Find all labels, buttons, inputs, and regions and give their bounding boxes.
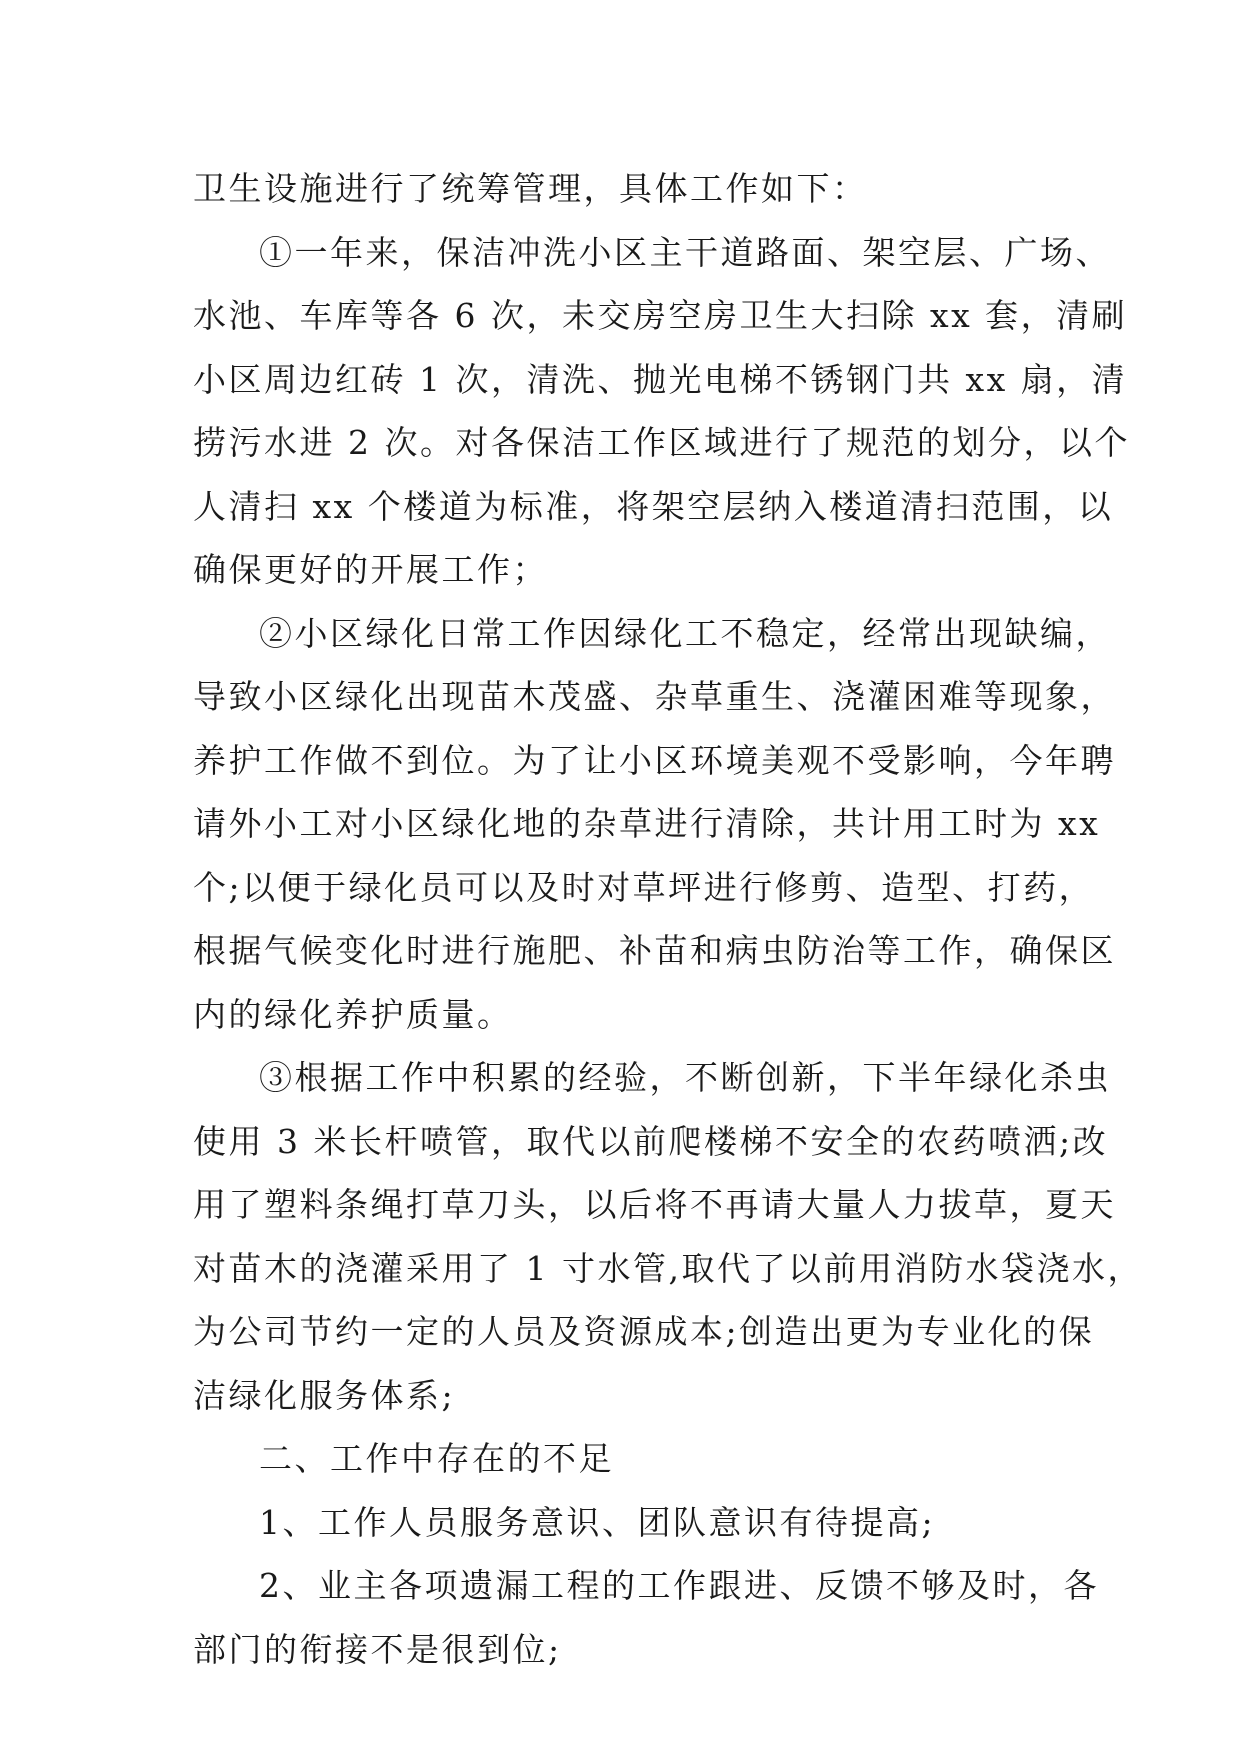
text-line: 洁绿化服务体系; [193, 1375, 456, 1415]
text-line: 导致小区绿化出现苗木茂盛、杂草重生、浇灌困难等现象， [193, 677, 1116, 716]
text-line: 捞污水进 2 次。对各保洁工作区域进行了规范的划分，以个 [193, 423, 1130, 462]
paragraph-intro [193, 157, 1073, 221]
text-line: 确保更好的开展工作； [193, 550, 548, 589]
text-line: 为公司节约一定的人员及资源成本;创造出更为专业化的保 [193, 1312, 1095, 1351]
text-line: 养护工作做不到位。为了让小区环境美观不受影响，今年聘 [193, 740, 1116, 780]
text-line: 卫生设施进行了统筹管理，具体工作如下： [193, 169, 868, 208]
text-line: 使用 3 米长杆喷管，取代以前爬楼梯不安全的农药喷洒;改 [193, 1121, 1109, 1161]
text-line: 个;以便于绿化员可以及时对草坪进行修剪、造型、打药， [193, 867, 1095, 907]
text-line: ③根据工作中积累的经验，不断创新，下半年绿化杀虫 [259, 1058, 1111, 1097]
section-heading-shortcomings [193, 1427, 1073, 1491]
text-line: 请外小工对小区绿化地的杂草进行清除，共计用工时为 xx [193, 804, 1101, 843]
text-line: 2、业主各项遗漏工程的工作跟进、反馈不够及时，各 [259, 1566, 1099, 1605]
text-line: ①一年来，保洁冲洗小区主干道路面、架空层、广场、 [259, 232, 1111, 272]
paragraph-item-1 [193, 221, 1130, 602]
paragraph-shortcoming-1 [193, 1491, 1073, 1555]
text-line: 1、工作人员服务意识、团队意识有待提高; [259, 1502, 936, 1542]
paragraph-item-3 [193, 1046, 1143, 1427]
text-line: ②小区绿化日常工作因绿化工不稳定，经常出现缺编， [259, 613, 1111, 653]
paragraph-item-2 [193, 602, 1116, 1047]
text-line: 人清扫 xx 个楼道为标准，将架空层纳入楼道清扫范围，以 [193, 486, 1114, 526]
text-line: 二、工作中存在的不足 [259, 1439, 614, 1478]
text-line: 小区周边红砖 1 次，清洗、抛光电梯不锈钢门共 xx 扇，清 [193, 359, 1128, 399]
text-line: 水池、车库等各 6 次，未交房空房卫生大扫除 xx 套，清刷 [193, 296, 1128, 335]
paragraph-shortcoming-2 [193, 1554, 1099, 1681]
text-line: 部门的衔接不是很到位; [193, 1629, 562, 1669]
text-line: 用了塑料条绳打草刀头，以后将不再请大量人力拔草，夏天 [193, 1185, 1116, 1224]
document-body [193, 157, 1143, 1681]
text-line: 内的绿化养护质量。 [193, 994, 513, 1034]
text-line: 根据气候变化时进行施肥、补苗和病虫防治等工作，确保区 [193, 931, 1116, 970]
text-line: 对苗木的浇灌采用了 1 寸水管,取代了以前用消防水袋浇水， [193, 1248, 1143, 1288]
